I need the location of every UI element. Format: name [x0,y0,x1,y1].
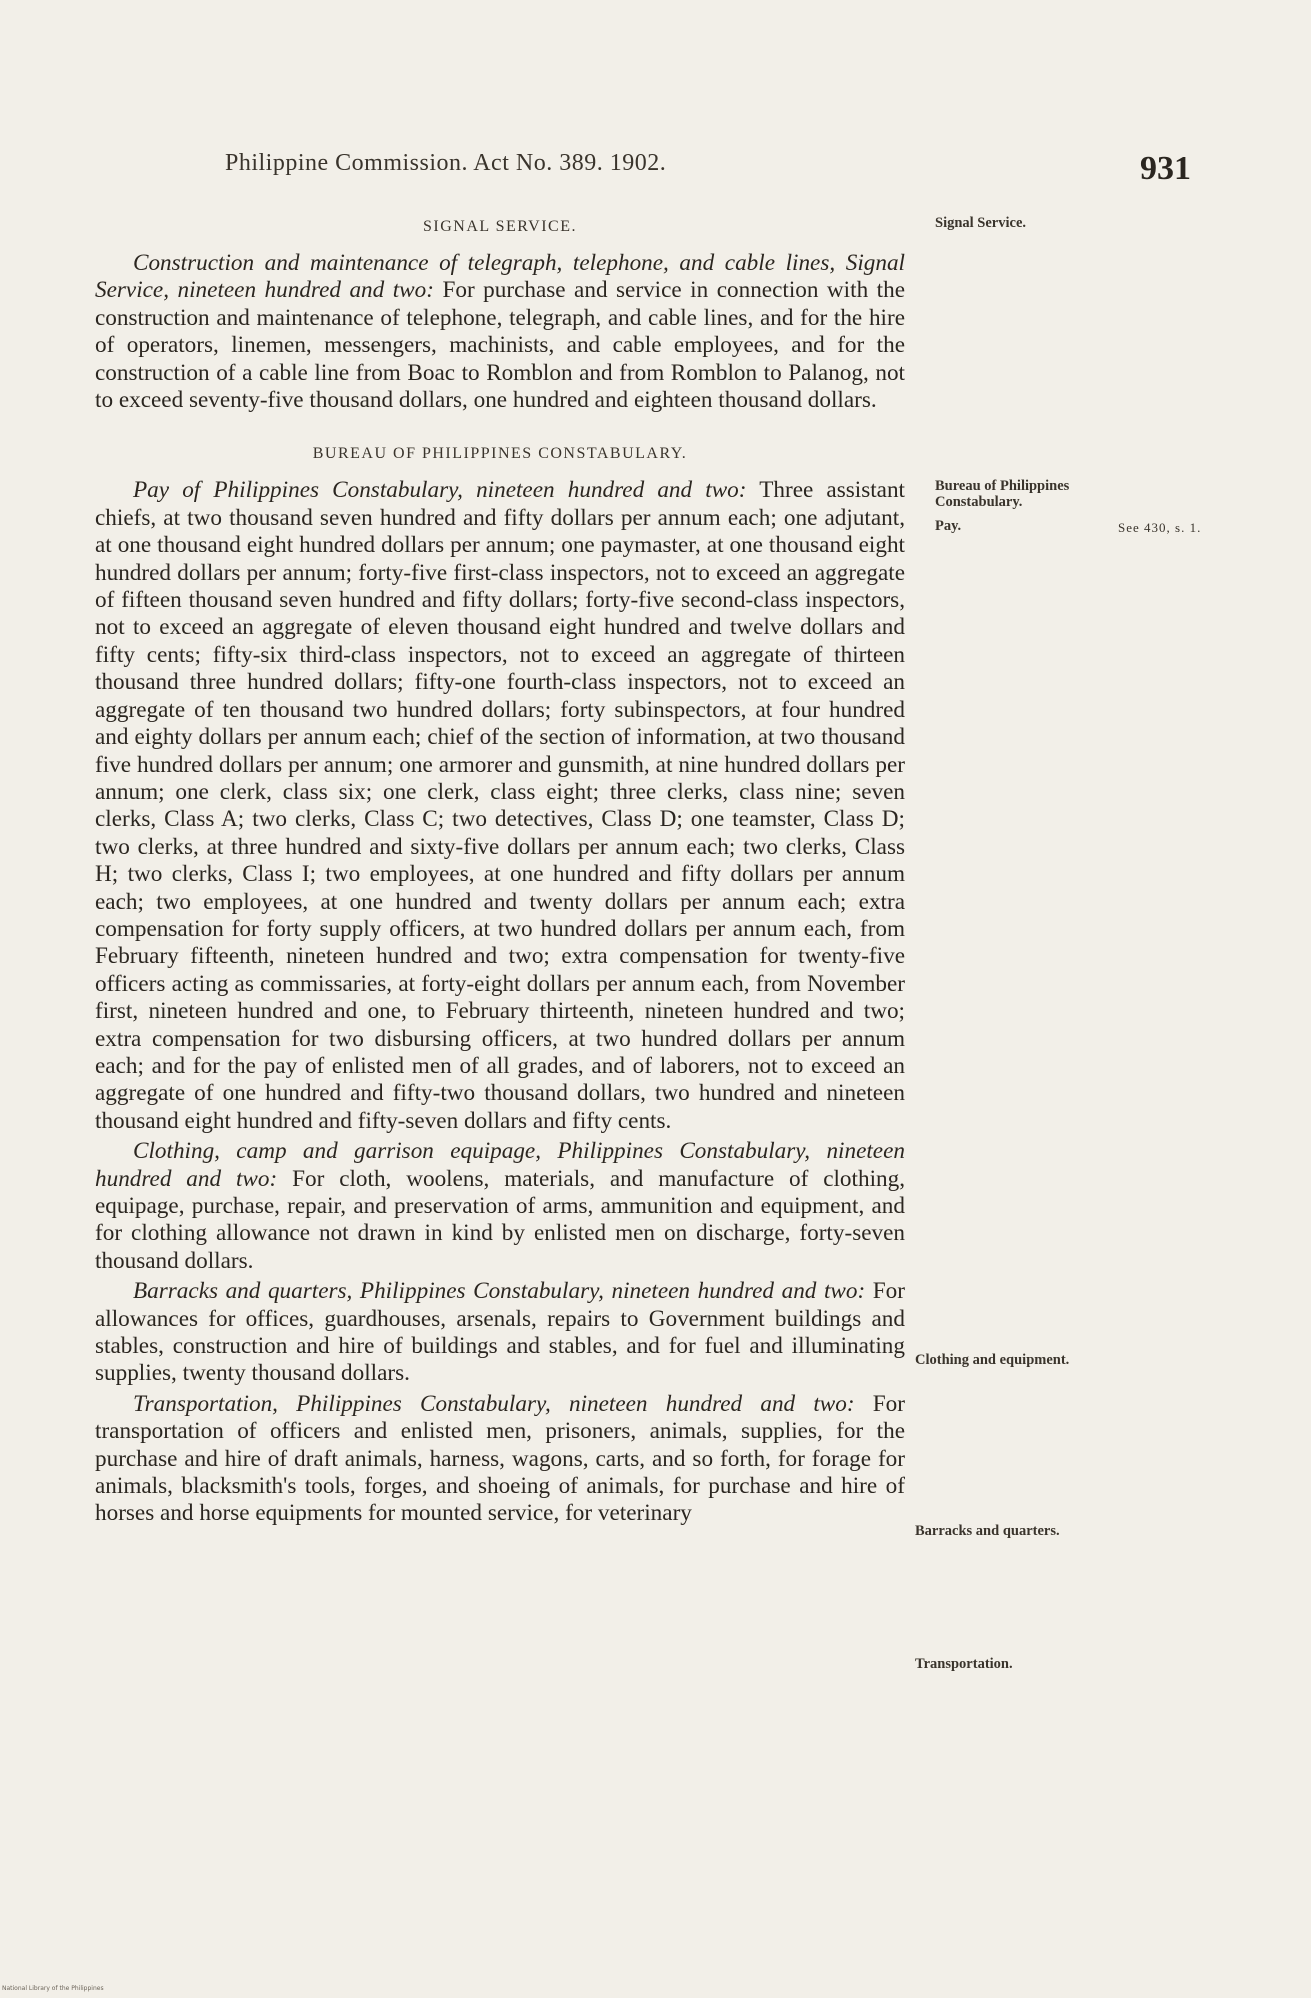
paragraph-body: For cloth, woolens, materials, and manufacture of clothing, equipage, purchase, repair, and preservation of arms, ammunition and equipment, and for clothing allowance not drawn in kind by enlisted men on discharge, forty-seven thousand dollars. [95,1165,905,1274]
section-heading-signal-service: SIGNAL SERVICE. [423,218,577,235]
margin-note-clothing: Clothing and equipment. [915,1352,1070,1368]
section-heading-constabulary: BUREAU OF PHILIPPINES CONSTABULARY. [312,445,688,463]
paragraph-body: For transportation of officers and enlisted men, prisoners, animals, supplies, for the purchase and hire of draft animals, harness, wagons, carts, and so forth, for forage for animals, blacksmith's tools, forges, and shoeing of animals, for purchase and hire of horses and horse equipments for mounted service, for veterinary [95,1390,905,1527]
paragraph-lead-italic: Construction and maintenance of telegraph, telephone, and cable lines, Signal Service, nineteen hundred and two: [95,250,905,304]
margin-note-bureau: Bureau of Philippines Constabulary. [935,478,1070,510]
paragraph-lead-italic: Pay of Philippines Constabulary, nineteen hundred and two: [133,477,747,504]
cross-reference-note: See 430, s. 1. [1118,520,1202,535]
paragraph-clothing [95,1138,905,1275]
paragraph-pay [95,477,905,1135]
margin-note-pay: Pay. [935,518,962,534]
page-number: 931 [1140,150,1191,187]
paragraph-lead-italic: Transportation, Philippines Constabulary, nineteen hundred and two: [133,1390,855,1417]
margin-note-transportation: Transportation. [915,1656,1013,1672]
main-text-column [95,210,905,1531]
paragraph-lead-italic: Barracks and quarters, Philippines Constabulary, nineteen hundred and two: [133,1278,866,1305]
paragraph-transportation [95,1391,905,1528]
margin-note-barracks: Barracks and quarters. [915,1523,1060,1539]
paragraph-body: For allowances for offices, guardhouses, arsenals, repairs to Government buildings and stables, construction and hire of buildings and stables, and for fuel and illuminating supplies, twenty thousand dollars. [95,1278,905,1387]
paragraph-barracks [95,1278,905,1388]
paragraph-body: For purchase and service in connection with the construction and maintenance of telephone, telegraph, and cable lines, and for the hire of operators, linemen, messengers, machinists, and cable employees, and for the construction of a cable line from Boac to Romblon and from Romblon to Palanog, not to exceed seventy-five thousand dollars, one hundred and eighteen thousand dollars. [95,277,905,414]
library-stamp: National Library of the Philippines [2,1985,104,1992]
paragraph-body: Three assistant chiefs, at two thousand seven hundred and fifty dollars per annum each; one adjutant, at one thousand eight hundred dollars per annum; one paymaster, at one thousand eight hundred dollars per annum; forty-five first-class inspectors, not to exceed an aggregate of fifteen thousand seven hundred and fifty dollars; forty-five second-class inspectors, not to exceed an aggregate of eleven thousand eight hundred and twelve dollars and fifty cents; fifty-six third-class inspectors, not to exceed an aggregate of thirteen thousand three hundred dollars; fifty-one fourth-class inspectors, not to exceed an aggregate of ten thousand two hundred dollars; forty subinspectors, at four hundred and eighty dollars per annum each; chief of the section of information, at two thousand five hundred dollars per annum; one armorer and gunsmith, at nine hundred dollars per annum; one clerk, class six; one clerk, class eight; three clerks, class nine; seven clerks, Class A; two clerks, Class C; two detectives, Class D; one teamster, Class D; two clerks, at three hundred and sixty-five dollars per annum each; two clerks, Class H; two clerks, Class I; two employees, at one hundred and fifty dollars per annum each; two employees, at one hundred and twenty dollars per annum each; extra compensation for forty supply officers, at two hundred dollars per annum each, from February fifteenth, nineteen hundred and two; extra compensation for twenty-five officers acting as commissaries, at forty-eight dollars per annum each, from November first, nineteen hundred and one, to February thirteenth, nineteen hundred and two; extra compensation for two disbursing officers, at two hundred dollars per annum each; and for the pay of enlisted men of all grades, and of laborers, not to exceed an aggregate of one hundred and fifty-two thousand dollars, two hundred and nineteen thousand eight hundred and fifty-seven dollars and fifty cents. [95,477,905,1134]
paragraph-signal-service [95,250,905,414]
running-head: Philippine Commission. Act No. 389. 1902. [225,150,667,176]
margin-note-signal-service: Signal Service. [935,215,1027,231]
paragraph-lead-italic: Clothing, camp and garrison equipage, Philippines Constabulary, nineteen hundred and two: [95,1138,905,1192]
